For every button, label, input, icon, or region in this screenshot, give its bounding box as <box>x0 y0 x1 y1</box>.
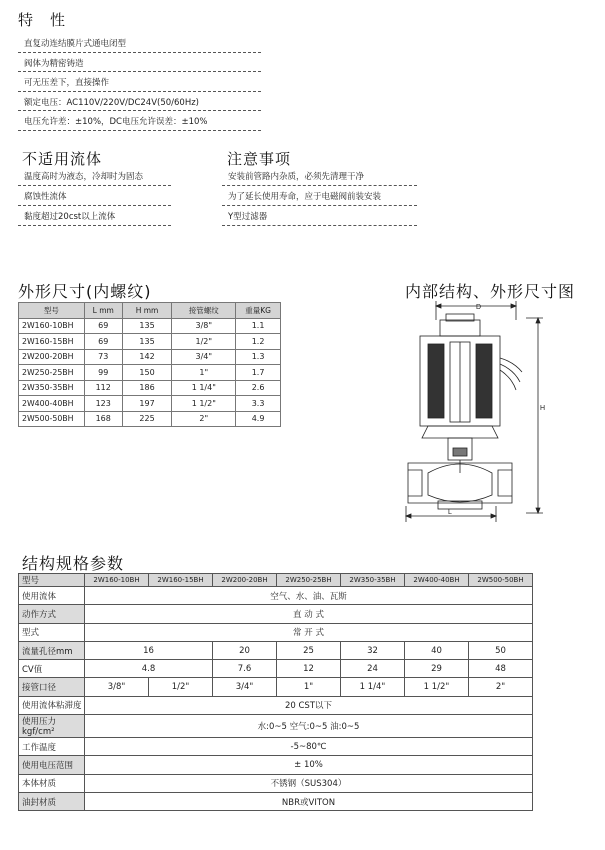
row-label: 使用压力kgf/cm² <box>19 715 85 738</box>
list-item: 黏度超过20cst以上流体 <box>18 206 171 226</box>
list-item: 温度高时为液态，冷却时为固态 <box>18 166 171 186</box>
table-header: 重量KG <box>236 303 281 319</box>
table-cell: 40 <box>405 641 469 659</box>
list-item: 安装前管路内杂质，必须先清理干净 <box>222 166 417 186</box>
table-cell: 73 <box>84 349 122 365</box>
table-cell: 2.6 <box>236 380 281 396</box>
table-header: 2W160-15BH <box>149 574 213 587</box>
table-cell: 2" <box>469 678 533 696</box>
table-row <box>19 792 533 810</box>
list-item: 阀体为精密铸造 <box>18 53 261 73</box>
list-item: Y型过滤器 <box>222 206 417 226</box>
row-label: 流量孔径mm <box>19 641 85 659</box>
list-item: 额定电压：AC110V/220V/DC24V(50/60Hz) <box>18 92 261 112</box>
row-label: 动作方式 <box>19 605 85 623</box>
table-cell: -5~80℃ <box>85 738 533 756</box>
table-cell: 20 <box>213 641 277 659</box>
unsuitable-list <box>18 166 171 226</box>
table-cell: 1/2" <box>149 678 213 696</box>
table-cell: 2W500-50BH <box>19 411 85 427</box>
table-cell: 3/4" <box>213 678 277 696</box>
table-cell: 2W350-35BH <box>19 380 85 396</box>
diagram-label-h: H <box>540 405 546 412</box>
table-cell: 24 <box>341 660 405 678</box>
valve-cross-section-diagram <box>398 298 568 528</box>
table-row <box>19 678 533 696</box>
table-cell: 直 动 式 <box>85 605 533 623</box>
specs-table <box>18 573 533 811</box>
table-cell: 25 <box>277 641 341 659</box>
table-row <box>19 641 533 659</box>
notes-title: 注意事项 <box>227 150 292 168</box>
row-label: 工作温度 <box>19 738 85 756</box>
table-cell: 7.6 <box>213 660 277 678</box>
diagram-label-l: L <box>448 509 452 516</box>
table-cell: 1.1 <box>236 318 281 334</box>
list-item: 电压允许差：±10%，DC电压允许误差：±10% <box>18 111 261 131</box>
table-row <box>19 756 533 774</box>
table-row <box>19 715 533 738</box>
table-row <box>19 380 281 396</box>
list-item: 可无压差下，直接操作 <box>18 72 261 92</box>
row-label: 使用流体 <box>19 587 85 605</box>
row-label: 使用电压范围 <box>19 756 85 774</box>
dimensions-table <box>18 302 281 427</box>
table-cell: 2W160-15BH <box>19 334 85 350</box>
table-header: 2W250-25BH <box>277 574 341 587</box>
row-label: 油封材质 <box>19 792 85 810</box>
table-cell: 186 <box>122 380 172 396</box>
table-row <box>19 349 281 365</box>
table-cell: 20 CST以下 <box>85 696 533 714</box>
diagram-label-d: D <box>476 304 482 311</box>
table-cell: 99 <box>84 365 122 381</box>
table-cell: 3/4" <box>172 349 236 365</box>
table-header: 接管螺纹 <box>172 303 236 319</box>
table-cell: 1" <box>172 365 236 381</box>
table-row <box>19 411 281 427</box>
table-cell: 135 <box>122 334 172 350</box>
specs-title: 结构规格参数 <box>22 554 125 573</box>
table-cell: 48 <box>469 660 533 678</box>
table-cell: 16 <box>85 641 213 659</box>
table-row <box>19 605 533 623</box>
table-cell: 1/2" <box>172 334 236 350</box>
table-cell: 3/8" <box>172 318 236 334</box>
table-cell: 1 1/4" <box>341 678 405 696</box>
table-cell: 1.2 <box>236 334 281 350</box>
table-cell: 2W160-10BH <box>19 318 85 334</box>
table-header: 型号 <box>19 574 85 587</box>
table-cell: 32 <box>341 641 405 659</box>
table-header-row <box>19 303 281 319</box>
table-cell: 4.8 <box>85 660 213 678</box>
table-cell: 135 <box>122 318 172 334</box>
table-header: 2W160-10BH <box>85 574 149 587</box>
table-cell: 69 <box>84 318 122 334</box>
table-cell: 1.3 <box>236 349 281 365</box>
dimensions-title: 外形尺寸(内螺纹) <box>18 282 152 301</box>
table-cell: 不锈钢（SUS304） <box>85 774 533 792</box>
table-row <box>19 774 533 792</box>
row-label: 型式 <box>19 623 85 641</box>
table-row <box>19 396 281 412</box>
table-cell: 112 <box>84 380 122 396</box>
table-header: H mm <box>122 303 172 319</box>
table-cell: 12 <box>277 660 341 678</box>
table-cell: 1.7 <box>236 365 281 381</box>
table-header: 2W500-50BH <box>469 574 533 587</box>
table-header: 2W350-35BH <box>341 574 405 587</box>
table-row <box>19 318 281 334</box>
diagram-title: 内部结构、外形尺寸图 <box>405 282 576 301</box>
row-label: CV值 <box>19 660 85 678</box>
table-cell: 29 <box>405 660 469 678</box>
table-cell: 1" <box>277 678 341 696</box>
table-row <box>19 587 533 605</box>
table-header: 2W200-20BH <box>213 574 277 587</box>
list-item: 为了延长使用寿命，应于电磁阀前装安装 <box>222 186 417 206</box>
table-cell: 225 <box>122 411 172 427</box>
table-cell: 4.9 <box>236 411 281 427</box>
table-cell: 水:0~5 空气:0~5 油:0~5 <box>85 715 533 738</box>
table-cell: NBR或VITON <box>85 792 533 810</box>
table-row <box>19 365 281 381</box>
table-cell: 168 <box>84 411 122 427</box>
table-cell: 50 <box>469 641 533 659</box>
table-row <box>19 696 533 714</box>
table-cell: 197 <box>122 396 172 412</box>
unsuitable-title: 不适用流体 <box>22 150 103 168</box>
row-label: 接管口径 <box>19 678 85 696</box>
table-cell: 2W250-25BH <box>19 365 85 381</box>
table-cell: 2W400-40BH <box>19 396 85 412</box>
list-item: 腐蚀性流体 <box>18 186 171 206</box>
table-cell: 1 1/4" <box>172 380 236 396</box>
table-header: 型号 <box>19 303 85 319</box>
table-cell: 2" <box>172 411 236 427</box>
table-cell: 1 1/2" <box>405 678 469 696</box>
row-label: 使用流体粘滞度 <box>19 696 85 714</box>
features-list <box>18 33 261 131</box>
table-cell: 常 开 式 <box>85 623 533 641</box>
table-row <box>19 738 533 756</box>
table-cell: 2W200-20BH <box>19 349 85 365</box>
table-cell: 142 <box>122 349 172 365</box>
notes-list <box>222 166 417 226</box>
table-cell: 69 <box>84 334 122 350</box>
table-cell: 3.3 <box>236 396 281 412</box>
list-item: 直复动连结膜片式通电闭型 <box>18 33 261 53</box>
features-title: 特 性 <box>18 11 67 29</box>
row-label: 本体材质 <box>19 774 85 792</box>
table-cell: 3/8" <box>85 678 149 696</box>
table-cell: 123 <box>84 396 122 412</box>
table-row <box>19 660 533 678</box>
table-cell: 空气、水、油、瓦斯 <box>85 587 533 605</box>
table-header-row <box>19 574 533 587</box>
table-header: L mm <box>84 303 122 319</box>
table-row <box>19 334 281 350</box>
table-cell: 1 1/2" <box>172 396 236 412</box>
table-cell: ± 10% <box>85 756 533 774</box>
table-row <box>19 623 533 641</box>
table-header: 2W400-40BH <box>405 574 469 587</box>
table-cell: 150 <box>122 365 172 381</box>
